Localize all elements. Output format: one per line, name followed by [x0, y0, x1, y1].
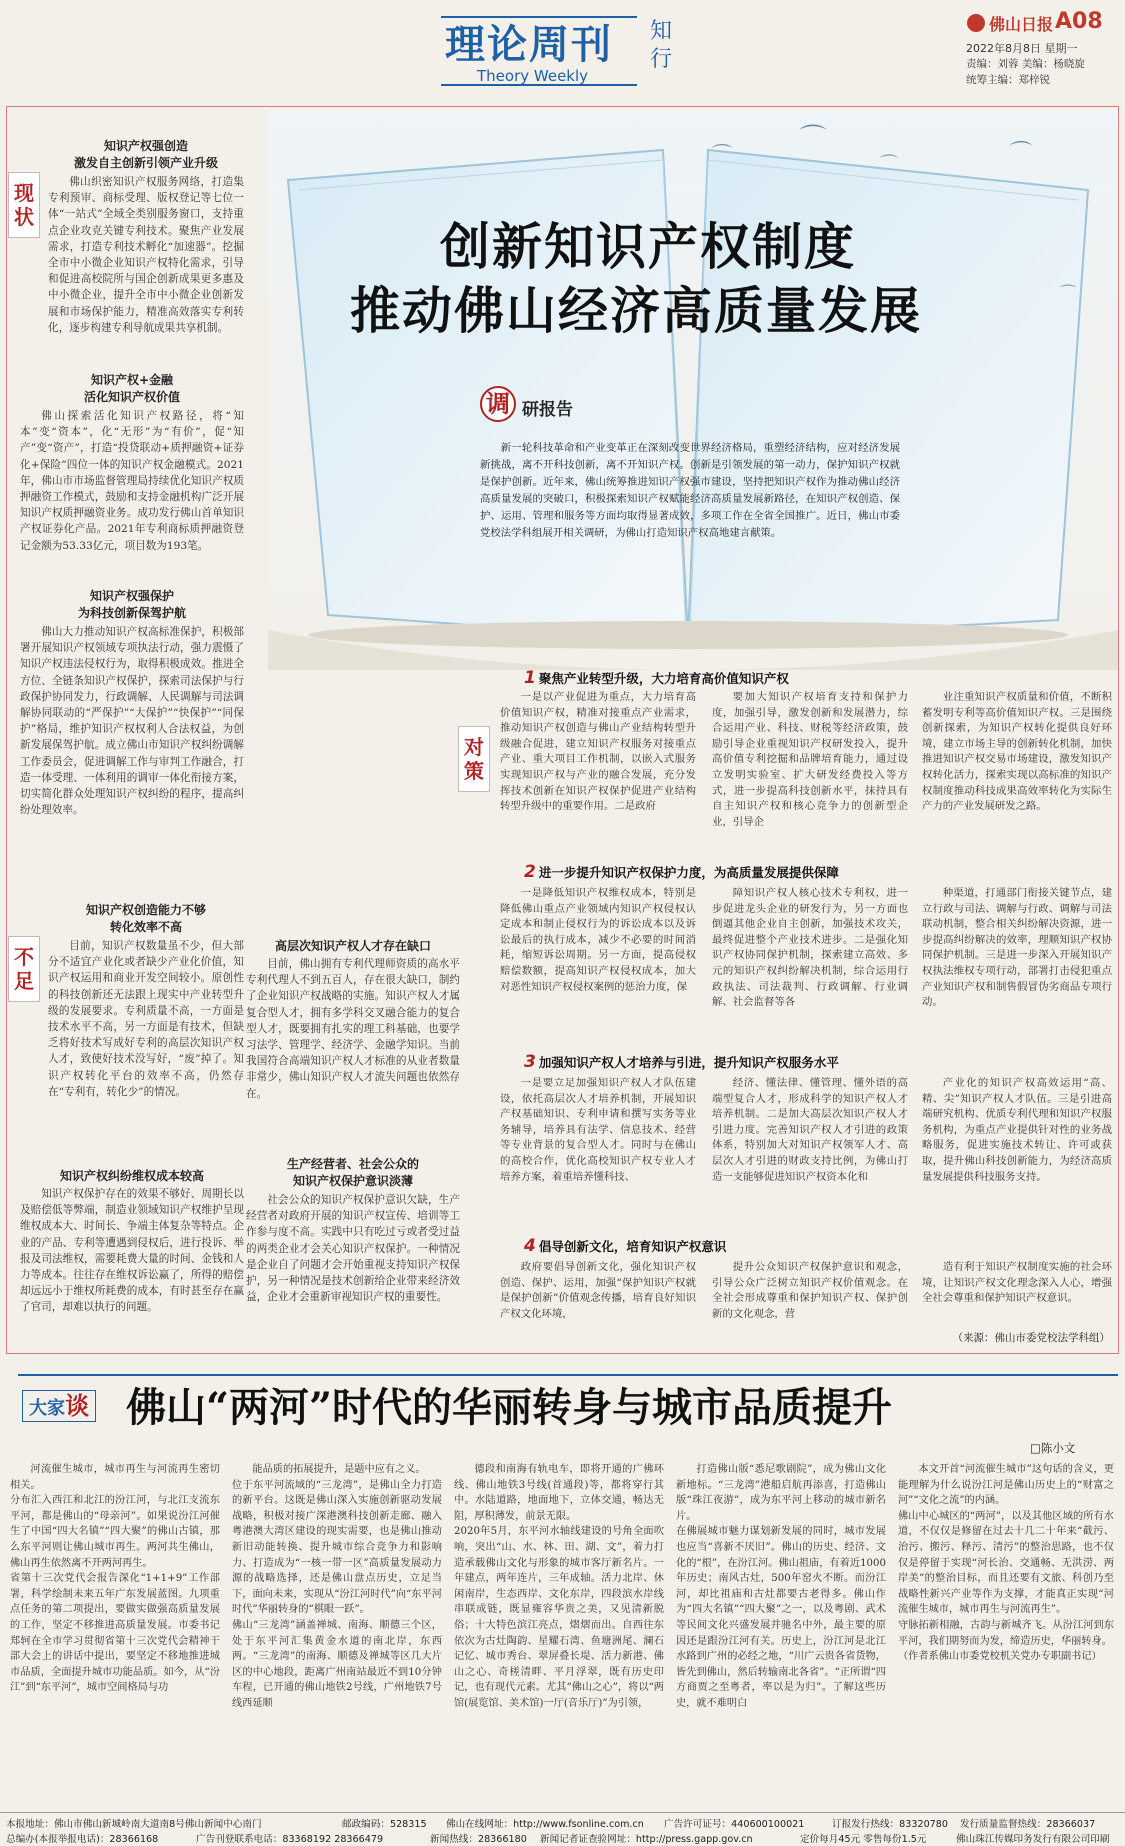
- measure-1-col-1: 一是以产业促进为重点，大力培育高价值知识产权，精准对接重点产业需求，推动知识产权创造与佛山产业结构转型升级融合促进，建立知识产权服务对接重点产业、重大项目工作机制，以嵌入式服务实现知识产权与产业的融合发展，充分发挥技术创新在知识产权保护促进产业结构转型升级中的重要作用。二是政府: [500, 691, 696, 813]
- article2-title: 佛山“两河”时代的华丽转身与城市品质提升: [126, 1384, 893, 1431]
- measure-title-3-text: 加强知识产权人才培养与引进，提升知识产权服务水平: [538, 1055, 839, 1070]
- measure-3-col-3: 产业化的知识产权高效运用“高、精、尖”知识产权人才队伍。三是引进高端研究机构、优质专利代理和知识产权服务机构，为重点产业提供针对性的业务战略服务，促进实施技术转让、许可或获取，提升佛山科技创新能力，为经济高质量发展提供科技服务支持。: [922, 1077, 1112, 1183]
- issue-date: 2022年8月8日 星期一: [966, 42, 1078, 55]
- measure-num-4: 4: [524, 1236, 536, 1256]
- measure-1-col-2: 要加大知识产权培育支持和保护力度，加强引导，激发创新和发展潜力，综合运用产业、科技、财税等经济政策，鼓励引导企业重视知识产权研发投入，提升高价值专利挖掘和品牌培育能力，通过设立发明实验室、扩大研发经费投入等方式，进一步提高科技创新水平，抹持具有自主知识产权和核心竞争力的创新型企业，引导企: [712, 691, 908, 828]
- measure-title-2-text: 进一步提升知识产权保护力度，为高质量发展提供保障: [538, 865, 839, 880]
- measure-1-col-3: 业注重知识产权质量和价值，不断积蓄发明专利等高价值知识产权。三是围绕创新探索，为知识产权转化提供良好环境，建立市场主导的创新转化机制，加快推进知识产权交易市场建设，激发知识产权转化活力，探索实现以高标准的知识产权制度推动科技成果高效率转化为实际生产力的产业发展研发之路。: [922, 691, 1112, 813]
- bird-icon: ⌒: [880, 154, 898, 175]
- article2-author: □陈小文: [1030, 1441, 1076, 1455]
- measure-4-col-1: 政府要倡导创新文化，强化知识产权创造、保护、运用，加强“保护知识产权就是保护创新”价值观念传播，培育良好知识产权文化环境，: [500, 1261, 696, 1320]
- footer-quality: 发行质量监督热线：28366037: [960, 1819, 1096, 1830]
- shortcoming-heading-1: 知识产权创造能力不够 转化效率不高: [85, 903, 206, 934]
- editors: 责编：刘蓉 美编：杨晓旋: [966, 58, 1085, 70]
- measure-title-2: [524, 862, 1084, 882]
- left-heading-1: 知识产权强创造 激发自主创新引领产业升级: [73, 139, 218, 170]
- measure-title-1-text: 聚焦产业转型升级，大力培育高价值知识产权: [538, 671, 789, 686]
- measure-2-col-3: 种渠道，打通部门衔接关键节点，建立行政与司法、调解与行政、调解与司法联动机制，整合相关纠纷解决资源，进一步提高纠纷解决的效率，理顺知识产权协同保护机制。三是进一步深入开展知识产权执法维权专项行动，部署打击侵犯重点产业知识产权和制售假冒伪劣商品专项行动。: [922, 887, 1112, 1009]
- footer-website: 佛山在线网址：http://www.fsonline.com.cn: [446, 1819, 644, 1830]
- footer-news-hotline: 新闻热线：28366180: [430, 1834, 527, 1845]
- measure-title-3: [524, 1052, 1084, 1072]
- footer-address: 本报地址：佛山市佛山新城岭南大道南8号佛山新闻中心南门: [6, 1819, 262, 1830]
- article2-col-2: 能品质的拓展提升，是题中应有之义。 位于东平河流域的“三龙湾”，是佛山全力打造的新平台。这既是佛山深入实施创新驱动发展战略，积极对接广深港澳科技创新走廊、融入粤港澳大湾区建设的现实需要，也是佛山推动新旧动能转换、提升城市综合竞争力和影响力、打造成为“一核一带一区”高质量发展动力源的战略选择，还是佛山盘点历史，立足当下，面向未来，实现从“汾江河时代”向“东平河时代”华丽转身的“棋眼一跃”。 佛山“三龙湾”涵盖禅城、南海、顺德三个区，处于东平河汇集黄金水道的南北岸，东西两。“三龙湾”的南海、顺德及禅城等区几大片区的中心地段，距离广州南站最近不到10分钟车程，已开通的佛山地铁2号线，广州地铁7号线西延顺: [232, 1464, 442, 1709]
- source-note: （来源：佛山市委党校法学科组）: [952, 1332, 1110, 1344]
- footer-ad-phone: 广告刊登联系电话：83368192 28366479: [196, 1834, 384, 1845]
- footer-ad-license: 广告许可证号：440600100021: [664, 1819, 805, 1830]
- shortcoming-text-3: 目前，佛山拥有专利代理师资质的高水平专利代理人不到五百人，存在很大缺口，制约了企业知识产权战略的实施。知识产权人才属复合型人才，拥有多学科交叉融合能力的复合型人才，既要拥有扎实的理工科基础，也要学习法学、管理学、经济学、金融学知识。当前我国符合高端知识产权人才标准的从业者数量非常少，佛山知识产权人才流失问题也依然存在。: [246, 958, 460, 1100]
- left-heading-2: 知识产权+金融 活化知识产权价值: [83, 373, 180, 404]
- headline-line-2: 推动佛山经济高质量发展: [350, 281, 922, 340]
- side-label-measures: 对策: [458, 726, 490, 792]
- shortcoming-text-1: 目前，知识产权数量虽不少，但大部分不适宜产业化或者缺少产业化价值，知识产权运用和商业开发空间较小。原创性的科技创新还无法跟上现实中产业转型升级的发展要求。专利质量不高，一方面是技术水平不高，另一方面是有技术，但缺乏将好技术写成好专利的高层次知识产权人才，致使好技术没写好，“废”掉了。知识产权转化平台的效率不高，仍然存在“专利有，转化少”的情况。: [48, 940, 244, 1098]
- article2-col-4: 打造佛山版“悉尼歌剧院”，成为佛山文化新地标。“三龙湾”港船启航再添喜，打造佛山版“珠江夜游”，成为东平河上移动的城市新名片。 在佛展城市魅力谋划新发展的同时，城市发展也应当“喜新不厌旧”。佛山的历史、经济、文化的“根”，在汾江河。佛山祖庙，有着近1000年历史；南风古灶，500年窑火不断。而汾江河，却比祖庙和古灶都要古老得多。佛山作为“四大名镇”“四大聚”之一，以及粤剧、武术等民间文化兴盛发展并驰名中外，最主要的原因还是跟汾江河有关。历史上，汾江河是北江水路到广州的必经之地，“川广云贵各省货物，皆先到佛山，然后转输南北各省”。“正所谓“四方商贾之至粤者，率以是为归”。了解这些历史，就不难明白: [676, 1464, 886, 1709]
- bird-icon: ⌒: [712, 142, 732, 166]
- page-number: A08: [1055, 9, 1103, 34]
- footer-price: 定价每月45元 零售每份1.5元: [800, 1834, 927, 1845]
- paper-name: 佛山日报: [989, 15, 1054, 34]
- masthead: [0, 0, 1125, 100]
- book-illustration: [268, 110, 1118, 670]
- shortcoming-heading-4: 生产经营者、社会公众的 知识产权保护意识淡薄: [286, 1157, 419, 1188]
- footer-subscription: 订报发行热线：83320780: [832, 1819, 948, 1830]
- article2-col-5: 本文开首“河流催生城市”这句话的含义，更能理解为什么说汾江河是佛山历史上的“财富之河”“文化之流”的内涵。 佛山中心城区的“两河”，以及其他区域的所有水道，不仅仅是修留在过去十几二十年来“截污、治污、搬污、释污、清污”的整治思路，也不仅仅是停留于实现“河长治、交通畅、无洪涝、两岸美”的整治目标，而且还要有文旅、科创乃至战略性新兴产业等作为支撑，才能真正实现“河流催生城市，城市再生与河流再生”。 守脉拓新相融，古韵与新城齐飞。从汾江河到东平河，我们期努而为发，缔造历史，华丽转身。 （作者系佛山市委党校机关党办专职副书记）: [898, 1464, 1114, 1663]
- side-label-shortcomings: 不足: [8, 936, 40, 1002]
- article2-header: [18, 1374, 1118, 1434]
- hero-intro: 新一轮科技革命和产业变革正在深刻改变世界经济格局，重塑经济结构，应对经济发展新挑战，离不开科技创新，离不开知识产权。创新是引领发展的第一动力，保护知识产权就是保护创新。近年来，佛山统筹推进知识产权强市建设，坚持把知识产权作为推动佛山经济高质量发展的突破口，积极探索知识产权赋能经济高质量发展新路径，在知识产权创造、保护、运用、管理和服务等方面均取得显著成效，多项工作在全省全国推广。近日，佛山市委党校法学科组展开相关调研，为佛山打造知识产权高地建言献策。: [480, 442, 900, 539]
- footer-printer: 佛山珠江传媒印务发行有限公司印刷: [956, 1834, 1110, 1845]
- measure-num-1: 1: [524, 668, 536, 688]
- left-text-1: 佛山织密知识产权服务网络，打造集专利预审、商标受理、版权登记等七位一体“一站式”全域全类别服务窗口，支持重点企业攻克关键专利技术。聚焦产业发展需求，打造专利技术孵化“加速器”。挖掘全市中小微企业知识产权特化需求，引导和促进高校院所与国企创新成果更多惠及中小微企业，提升全市中小微企业创新发展和市场保护能力，精准高效落实专利转化，逐步构建专利导航成果共享机制。: [48, 176, 244, 334]
- measure-num-2: 2: [524, 862, 536, 882]
- measure-2-col-1: 一是降低知识产权维权成本，特别是降低佛山重点产业领域内知识产权侵权认定成本和制止侵权行为的诉讼成本以及诉讼最后的执行成本，减少不必要的时间消耗，缩短诉讼周期。另一方面，提高侵权赔偿数额，提高知识产权侵权成本，加大对恶性知识产权侵权案例的惩治力度，保: [500, 887, 696, 993]
- measure-3-col-2: 经济、懂法律、懂管理、懂外语的高端型复合人才，形成科学的知识产权人才培养机制。二是加大高层次知识产权人才引进力度。完善知识产权人才引进的政策体系，特别加大对知识产权领军人才、高层次人才引进的财政支持比例，为佛山打造一支能够促进知识产权资本化和: [712, 1077, 908, 1183]
- masthead-title: 理论周刊: [445, 21, 613, 68]
- article2-col-3: 德段和南海有轨电车，即将开通的广佛环线、佛山地铁3号线(首通段)等，都将穿行其中。水陆道路，地面地下，立体交通，畅达无阻，厚积薄发，前景无限。 2020年5月，东平河水轴线建设的号角全面吹响，突出“山、水、林、田、湖、文”，着力打造承载佛山文化与形象的城市客厅新名片。一年建点，两年连片，三年成轴。活力北岸、休闲南岸，生态西岸、文化东岸，四段滨水岸线串联成链，既显雍容华贵之美，又见清新脱俗；十大特色滨江亮点，熠熠而出。自西往东依次为古灶陶韵、星耀石湾、鱼塘洲尾、澜石记忆、城市秀台、翠屏叠长堤、活力新港、佛山之心、奇槎清畔、平月浮翠，既有历史印记，也有现代元素。尤其“佛山之心”，将以“两馆(展览馆、美术馆)一厅(音乐厅)”为引领，: [454, 1464, 664, 1709]
- measure-title-4: [524, 1236, 1084, 1256]
- left-text-3: 佛山大力推动知识产权高标准保护，积极部署开展知识产权领域专项执法行动，强力震慑了知识产权违法侵权行为，取得积极成效。推进全方位、全链条知识产权保护，探索司法保护与行政保护协同发力，行政调解、人民调解与司法调解协同联动的“严保护”“大保护”“快保护”“同保护”格局，维护知识产权权利人合法权益，为创新发展保驾护航。成立佛山市知识产权纠纷调解工作委员会，促进调解工作与审判工作融合，打造一体受理、一体利用的调审一体化衔接方案，切实简化群众处理知识产权纠纷的程序，提高纠纷处理效率。: [20, 626, 244, 817]
- footer-office: 总编办(本报举报电话)：28366168: [6, 1834, 159, 1845]
- masthead-title-box: [441, 16, 637, 86]
- article2-tag-text: 大家: [29, 1398, 65, 1419]
- measure-title-4-text: 倡导创新文化，培育知识产权意识: [538, 1239, 727, 1254]
- shortcoming-heading-3: 高层次知识产权人才存在缺口: [274, 939, 431, 953]
- measure-4-col-2: 提升公众知识产权保护意识和观念，引导公众广泛树立知识产权价值观念。在全社会形成尊重和保护知识产权、保护创新的文化观念，营: [712, 1261, 908, 1320]
- bird-icon: ⌒: [1060, 283, 1077, 302]
- article2-tag: [22, 1390, 96, 1422]
- left-text-2: 佛山探索活化知识产权路径，将“知本”变“资本”，化“无形”为“有价”，促“知产”变“资产”，打造“投贷联动+质押融资+证券化+保险”四位一体的知识产权金融模式。2021年，佛山市市场监督管理局持续优化知识产权质押融资工作模式，鼓励和支持金融机构广泛开展知识产权质押融资业务。成功发行佛山首单知识产权证券化产品。2021年专利商标质押融资登记金额为53.33亿元，项目数为193笔。: [20, 410, 244, 552]
- left-heading-3: 知识产权强保护 为科技创新保驾护航: [77, 589, 186, 620]
- article2-tag-char: 谈: [65, 1391, 89, 1420]
- shortcoming-text-2: 知识产权保护存在的效果不够好、周期长以及赔偿低等弊端，制造业领域知识产权维护呈现维权成本大、时间长、争端主体复杂等特点。企业的产品、专利等遭遇到侵权后，进行投诉、举报及司法维权，需要耗费大量的时间、金钱和人力等成本。往往存在维权诉讼赢了，所得的赔偿却远远小于维权所耗费的成本，有时甚至存在赢了官司，却难以执行的问题。: [20, 1188, 244, 1314]
- report-char: 调: [486, 389, 510, 418]
- shortcoming-text-2-cont: [246, 902, 460, 934]
- footer-postcode: 邮政编码：528315: [342, 1819, 427, 1830]
- measure-title-1: [524, 668, 1084, 688]
- paper-logo-icon: [967, 14, 985, 32]
- shortcoming-text-4: 社会公众的知识产权保护意识欠缺，生产经营者对政府开展的知识产权宣传、培训等工作参与度不高。实践中只有吃过亏或者受过益的两类企业才会关心知识产权保护。一种情况是企业自了问题才会开始重视支持知识产权保护，另一种情况是技术创新给企业带来经济效益，企业才会重新审视知识产权的重要性。: [246, 1194, 460, 1304]
- masthead-subtitle: Theory Weekly: [477, 67, 589, 85]
- bird-icon: ⌒: [1010, 141, 1033, 166]
- masthead-column: 知行: [650, 19, 673, 72]
- report-badge: [480, 386, 516, 422]
- measure-4-col-3: 造有利于知识产权制度实施的社会环境，让知识产权文化理念深入人心，增强全社会尊重和保护知识产权意识。: [922, 1261, 1112, 1305]
- article2-col-1: 河流催生城市，城市再生与河流再生密切相关。 分布汇入西江和北江的汾江河，与北江支流东平河，都是佛山的“母亲河”。如果说汾江河催生了中国“四大名镇”“四大聚”的佛山古镇，那么东平河则让佛山城市再生。两河共生佛山，佛山再生依然离不开两河再生。 省第十三次党代会报告深化“1+1+9”工作部署，科学绘制未来五年广东发展蓝图。九项重点任务的第二项提出，要做实做强高质量发展的工作，坚定不移推进高质量发展。市委书记郑轲在全市学习贯彻省第十三次党代会精神干部大会上的讲话中提出，要坚定不移地推进城市品质，全面提升城市功能品质。如今，从“汾江”到“东平河”，城市空间格局与功: [10, 1464, 220, 1694]
- footer: [0, 1812, 1125, 1846]
- proofreader: 统筹主编：郑梓锐: [966, 74, 1050, 86]
- measure-3-col-1: 一是要立足加强知识产权人才队伍建设，依托高层次人才培养机制，开展知识产权基础知识、专利申请和撰写实务等业务辅导，培养具有法学、信息技术、经营等专业背景的复合型人才。同时与在佛山的高校合作，优化高校知识产权专业人才培养方案，着重培养懂科技、: [500, 1077, 696, 1183]
- footer-press-check: 新闻记者证查验网址：http://press.gapp.gov.cn: [540, 1834, 753, 1845]
- shortcoming-heading-2: 知识产权纠纷维权成本较高: [59, 1169, 204, 1183]
- measure-2-col-2: 障知识产权人核心技术专利权，进一步促进龙头企业的研发行为，另一方面也倒逼其他企业自主创新，加强技术攻关，最终促进整个产业技术进步。二是强化知识产权协同保护机制，探索建立高效、多元的知识产权纠纷解决机制，综合运用行政执法、司法裁判、行政调解、行业调解、社会监督等各: [712, 887, 908, 1009]
- bird-icon: ⌒: [800, 124, 827, 154]
- headline-line-1: 创新知识产权制度: [440, 217, 856, 276]
- report-label: 研报告: [522, 400, 573, 420]
- side-label-status: 现状: [8, 172, 40, 238]
- measure-num-3: 3: [524, 1052, 536, 1072]
